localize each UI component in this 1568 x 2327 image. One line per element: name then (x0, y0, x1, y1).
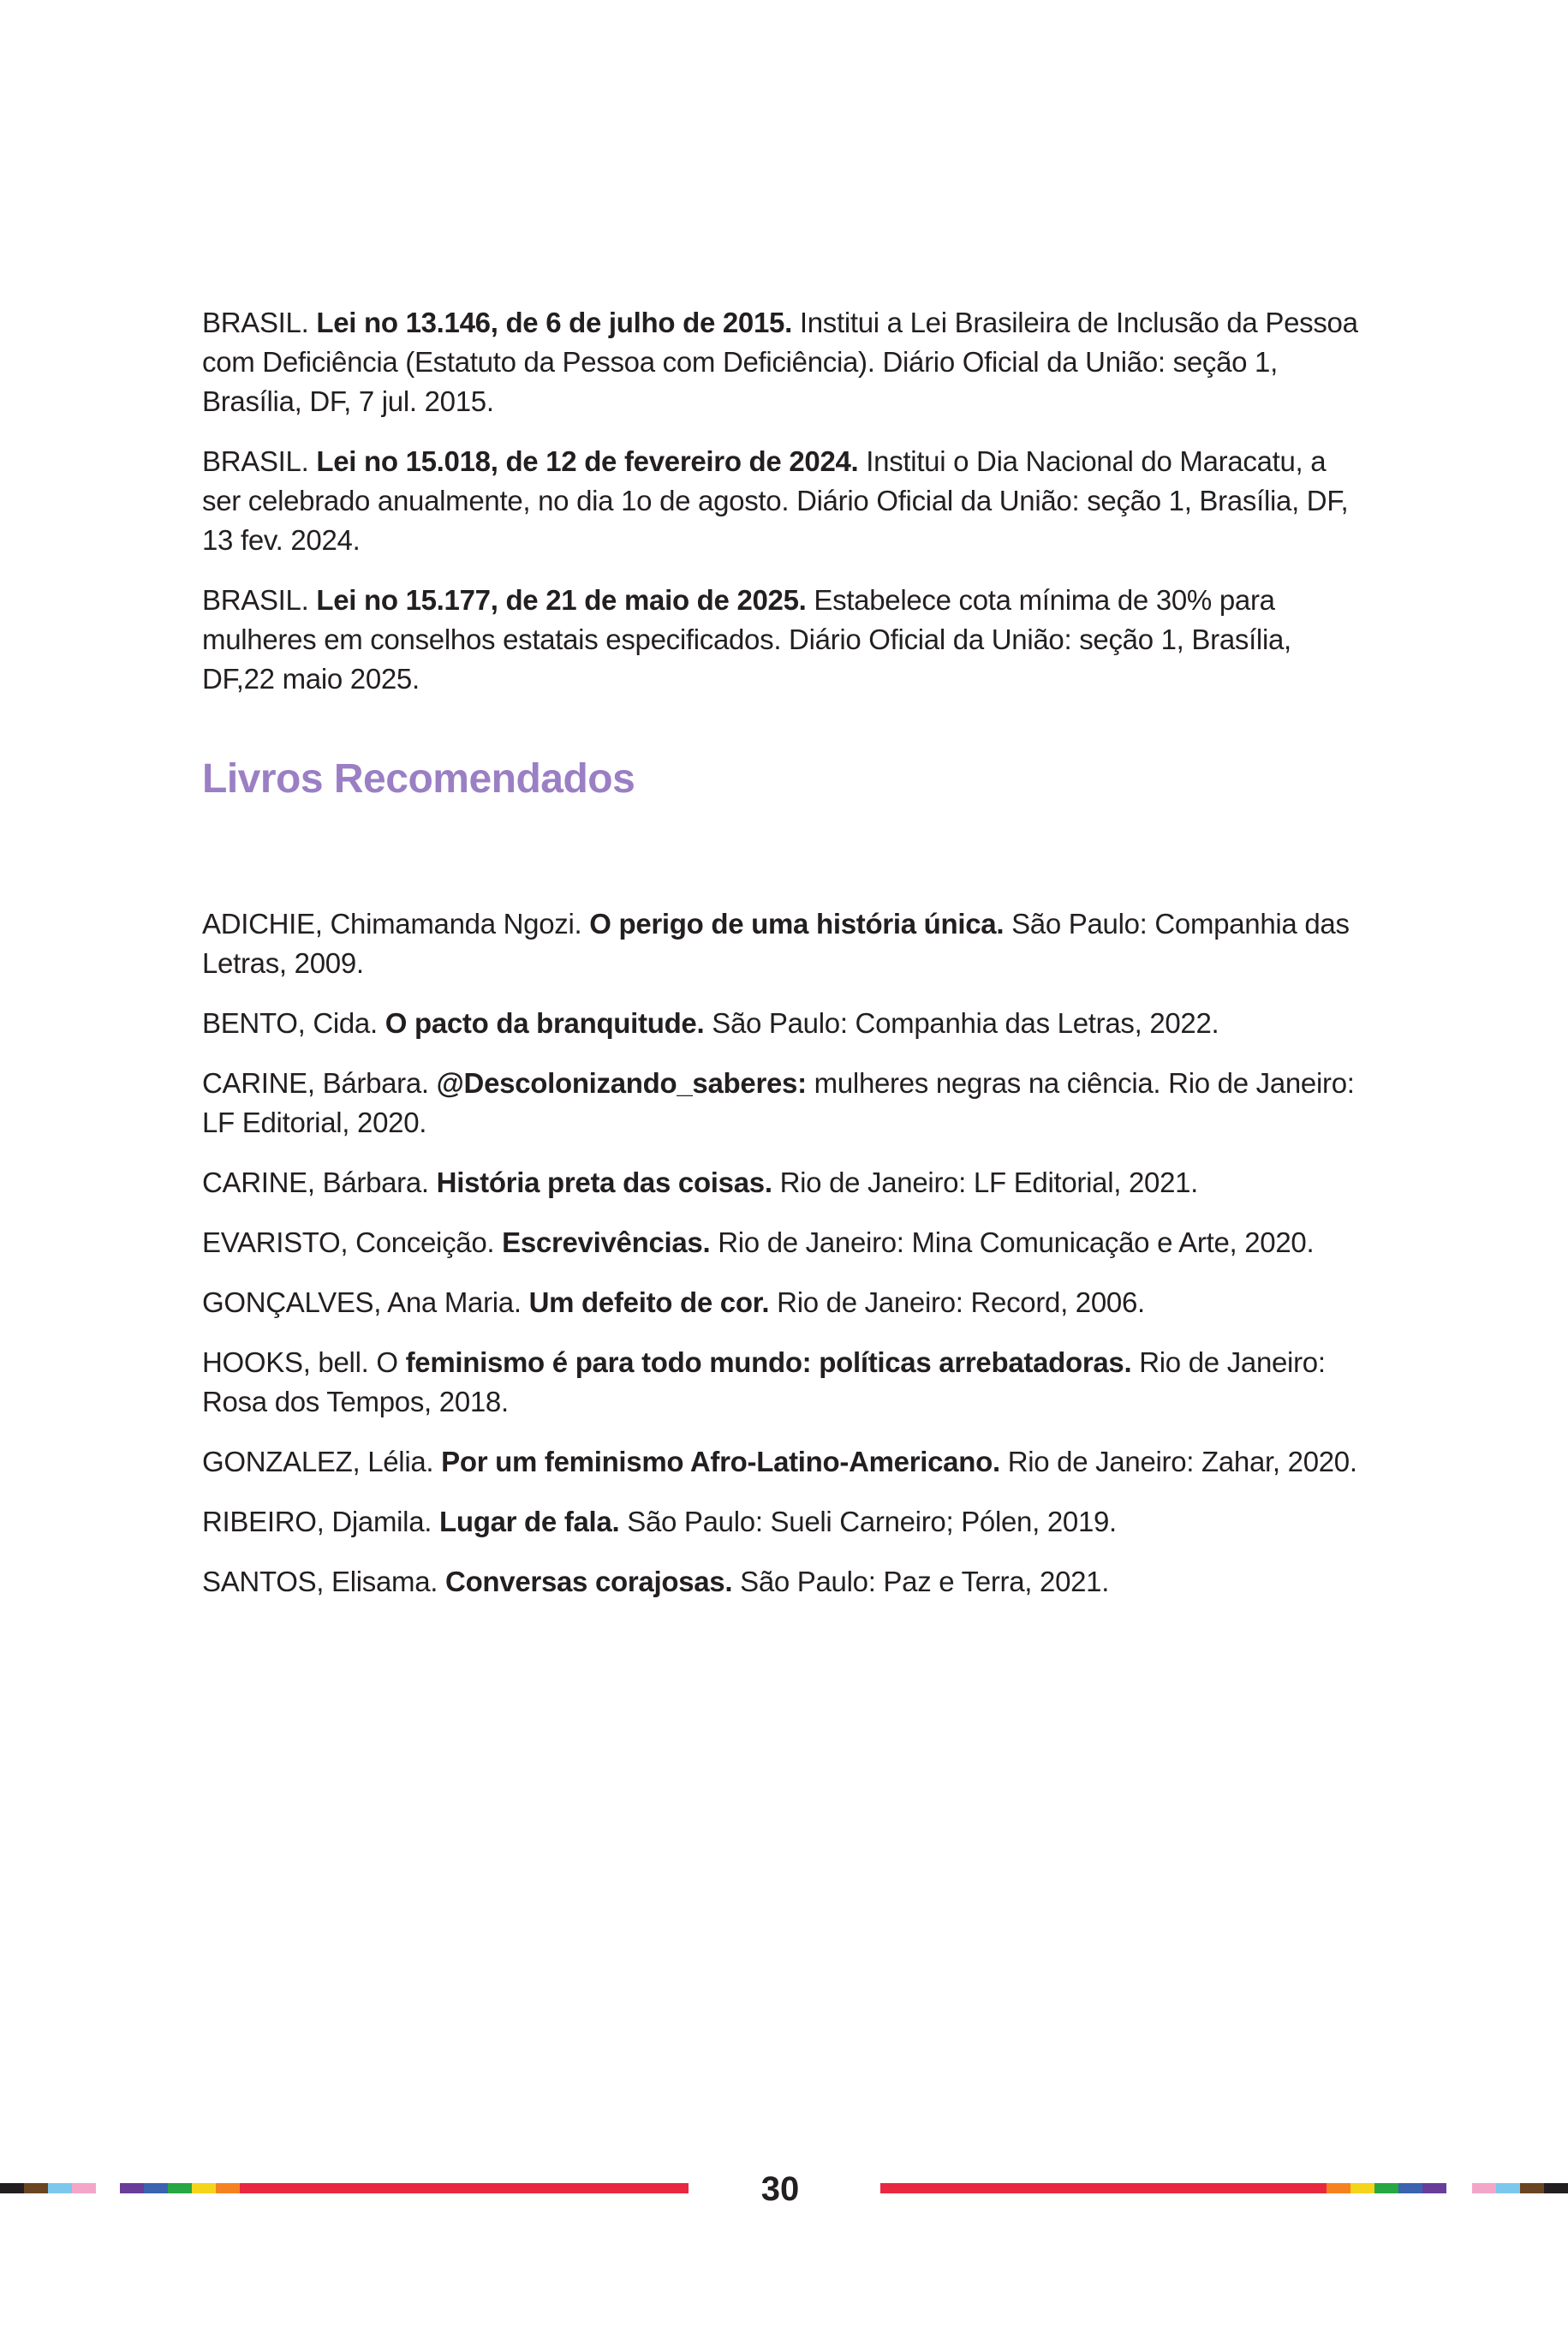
footer-stripe (216, 2183, 240, 2193)
document-body (202, 303, 1371, 1622)
book-item (202, 1502, 1371, 1542)
reference-item (202, 303, 1371, 421)
book-details: São Paulo: Companhia das Letras, 2009. (202, 908, 1350, 979)
book-author: CARINE, Bárbara. (202, 1166, 429, 1198)
reference-author: BRASIL. (202, 307, 309, 338)
reference-title: Lei no 13.146, de 6 de julho de 2015. (316, 307, 792, 338)
footer-stripe (1374, 2183, 1398, 2193)
law-references (202, 303, 1371, 699)
book-details: Rio de Janeiro: Zahar, 2020. (1007, 1446, 1357, 1477)
reference-details: Institui o Dia Nacional do Maracatu, a ser celebrado anualmente, no dia 1o de agosto. Diário Oficial da União: seção 1, Brasília, DF, 13 fev. 2024. (202, 445, 1349, 556)
book-author: GONZALEZ, Lélia. (202, 1446, 434, 1477)
book-item (202, 1562, 1371, 1602)
reference-title: Lei no 15.018, de 12 de fevereiro de 2024. (316, 445, 859, 477)
book-title: O pacto da branquitude. (385, 1007, 705, 1039)
book-item (202, 904, 1371, 983)
book-item (202, 1163, 1371, 1202)
book-item (202, 1064, 1371, 1143)
book-details: São Paulo: Paz e Terra, 2021. (740, 1566, 1110, 1597)
footer-red-bar-right (880, 2183, 1327, 2193)
book-details: São Paulo: Sueli Carneiro; Pólen, 2019. (627, 1506, 1117, 1537)
reference-author: BRASIL. (202, 584, 309, 616)
reference-details: Institui a Lei Brasileira de Inclusão da Pessoa com Deficiência (Estatuto da Pessoa com Deficiência). Diário Oficial da União: seção 1, Brasília, DF, 7 jul. 2015. (202, 307, 1358, 417)
reference-item (202, 442, 1371, 560)
reference-title: Lei no 15.177, de 21 de maio de 2025. (316, 584, 807, 616)
book-details: Rio de Janeiro: Mina Comunicação e Arte, 2020. (718, 1226, 1315, 1258)
book-author: CARINE, Bárbara. (202, 1067, 429, 1099)
footer-stripe (72, 2183, 96, 2193)
section-title: Livros Recomendados (202, 756, 635, 802)
book-title: História preta das coisas. (436, 1166, 772, 1198)
footer-stripe (1398, 2183, 1422, 2193)
footer-stripe (1422, 2183, 1446, 2193)
footer-stripe (192, 2183, 216, 2193)
book-details: São Paulo: Companhia das Letras, 2022. (712, 1007, 1219, 1039)
book-author: SANTOS, Elisama. (202, 1566, 438, 1597)
footer-stripe (144, 2183, 168, 2193)
book-author: HOOKS, bell. O (202, 1346, 398, 1378)
book-author: ADICHIE, Chimamanda Ngozi. (202, 908, 582, 940)
book-author: RIBEIRO, Djamila. (202, 1506, 432, 1537)
book-item (202, 1343, 1371, 1422)
book-item (202, 1442, 1371, 1482)
reference-author: BRASIL. (202, 445, 309, 477)
book-item (202, 1223, 1371, 1262)
book-author: GONÇALVES, Ana Maria. (202, 1286, 522, 1318)
page-footer (0, 2165, 1568, 2213)
footer-stripe (168, 2183, 192, 2193)
book-title: Lugar de fala. (439, 1506, 620, 1537)
book-details: mulheres negras na ciência. Rio de Janeiro: LF Editorial, 2020. (202, 1067, 1355, 1138)
footer-stripe (48, 2183, 72, 2193)
book-title: @Descolonizando_saberes: (436, 1067, 807, 1099)
page-number: 30 (760, 2170, 800, 2208)
footer-stripe (0, 2183, 24, 2193)
footer-stripe (1327, 2183, 1350, 2193)
book-title: O perigo de uma história única. (589, 908, 1005, 940)
footer-stripe (1496, 2183, 1520, 2193)
footer-stripe (1544, 2183, 1568, 2193)
reference-item (202, 581, 1371, 699)
book-author: EVARISTO, Conceição. (202, 1226, 495, 1258)
book-title: Um defeito de cor. (528, 1286, 770, 1318)
book-author: BENTO, Cida. (202, 1007, 378, 1039)
book-item (202, 1283, 1371, 1322)
footer-stripe (1520, 2183, 1544, 2193)
book-title: feminismo é para todo mundo: políticas arrebatadoras. (405, 1346, 1132, 1378)
footer-stripe (1350, 2183, 1374, 2193)
book-details: Rio de Janeiro: LF Editorial, 2021. (779, 1166, 1199, 1198)
book-title: Conversas corajosas. (445, 1566, 733, 1597)
book-title: Por um feminismo Afro-Latino-Americano. (441, 1446, 1000, 1477)
book-references (202, 904, 1371, 1602)
footer-stripe (1472, 2183, 1496, 2193)
book-item (202, 1004, 1371, 1043)
book-title: Escrevivências. (502, 1226, 711, 1258)
reference-details: Estabelece cota mínima de 30% para mulheres em conselhos estatais especificados. Diário Oficial da União: seção 1, Brasília, DF,22 maio 2025. (202, 584, 1291, 695)
footer-red-bar-left (240, 2183, 689, 2193)
footer-stripe (24, 2183, 48, 2193)
book-details: Rio de Janeiro: Rosa dos Tempos, 2018. (202, 1346, 1326, 1417)
footer-stripe (120, 2183, 144, 2193)
book-details: Rio de Janeiro: Record, 2006. (777, 1286, 1145, 1318)
